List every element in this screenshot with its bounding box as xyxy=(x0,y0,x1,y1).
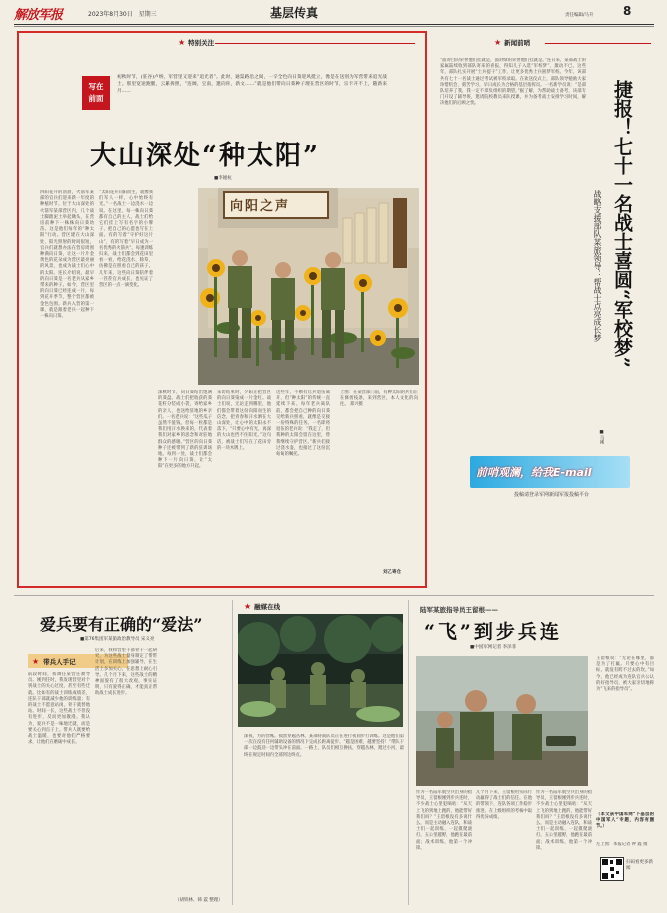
intro-badge-line2: 前面 xyxy=(88,94,104,103)
page-number: 8 xyxy=(623,4,632,18)
profile-body-4: 作为一名陆军航空兵出身的指导员，王留根刚到步兵连时，不少战士心里犯嘀咕：“从天上飞的到地上跑的，他能带好我们吗？”王留根没有多说什么，而是主动融入连队，和战士们一起训练、一起摸爬滚打。五公里越野，他跑在最前面；战术训练，他第一个冲锋。 xyxy=(536,790,592,851)
editor-label: 责任编辑/马升 xyxy=(565,13,594,18)
profile-body-3: 王留根说：“无论在哪里，都是为了打赢。只要心中有目标，就没有跨不过去的坎。”如今，他已经成为连队官兵公认的好指导员，被大家亲切地称为“飞来的指导员”。 xyxy=(596,656,654,693)
feature-col-3: 深秋时节，向日葵结出饱满的葵盘。战士们把收获的葵花籽分装成小袋，寄给家乡的亲人，也送给驻地的乡亲们。一名老兵说：“这些瓜子虽然不值钱，但每一粒都是我们用汗水换来的，代表着我们对家乡的思念和对驻地群众的感谢。”营区的向日葵种子还被带到了新的驻训场地。每到一处，战士们都会种下一片向日葵，让“太阳”在更多的地方升起。 xyxy=(158,390,212,470)
photo-plaque-text: 向阳之声 xyxy=(230,199,291,214)
feature-col-4: 采访结束时，夕阳正把营区的向日葵染成一片金红。战士们说，无论走到哪里，他们都会带着这份向阳而生的信念，把青春和汗水洒在大山深处，让心中的太阳永不落下。“只要心中有光，再深的大山也挡不住阳光。”这句话，被战士们写在了花田旁的一块木牌上。 xyxy=(217,390,271,451)
masthead-rule-thin xyxy=(14,26,654,27)
intro-badge xyxy=(82,76,110,110)
qr-code-icon[interactable] xyxy=(600,857,624,881)
profile-note: （本文获中国军网“下基层的中国军人”专题，内容有删节。） xyxy=(596,812,654,830)
commentary-body-1: 前段时间，我调任某营任教导员。刚到任时，我发现营里对个别战士的关心过度，甚至有些迁就。比如有的战士训练成绩差，连队干部就减少他的训练量；有的战士不愿意站岗，骨干就替他站。时间一长，这些战士不但没有进步，反而更加散漫。我认为，爱兵不是一味地迁就，而是要关心到点子上。带兵人既要给战士温暖，也要对他们严格要求，让他们在磨砺中成长。 xyxy=(28,672,90,746)
profile-body-1: 作为一名陆军航空兵出身的指导员，王留根刚到步兵连时，不少战士心里犯嘀咕：“从天上飞的到地上跑的，他能带好我们吗？”王留根没有多说什么，而是主动融入连队，和战士们一起训练、一起摸爬滚打。五公里越野，他跑在最前面；战术训练，他第一个冲锋。 xyxy=(416,790,472,851)
commentary-tag-label: 带兵人手记 xyxy=(43,657,76,666)
qr-label: 扫码看更多新闻 xyxy=(626,860,653,871)
section-title: 基层传真 xyxy=(270,6,319,20)
feature-tag xyxy=(178,38,214,47)
middle-rule xyxy=(14,595,654,596)
star-icon: ★ xyxy=(494,38,502,47)
news-byline: ■马刚 xyxy=(599,430,604,444)
feature-col-1: 四阳花开的清晨，火箭军某部的官兵们迎来新一年度的种植时节。位于大山深处的火箭军某部营区内，几个战士脚踏泥土举起锄头，在营房前种下一株株向日葵幼苗。这是他们每年的“种太阳”行动。营区建在大山深处，阳光照射的时间很短，官兵们就想办法在营房周围种满向日葵，让这一片片金黄色的花朵成为营区最亮丽的风景，也成为战士们心中的太阳。连长介绍说，最早的向日葵是一名老兵从家乡带来的种子。如今，营区里的向日葵已经连成一片，每到花开季节，整个营区都被金色包围。新兵入营的第一课，就是跟着老兵一起种下一株向日葵。 xyxy=(40,190,94,320)
media-body: 深夜，方的营帐。摸黑穿越丛林，某部特战队员正在进行夜间步行训练。这是他们第一次在没有任何辅助设备的情况下完成长距离徒步。“越是困难，越要坚持！”带队干部一边鼓劲一边带头冲在前面。一路上，队员们相互搀扶，穿越丛林、蹚过小河，最终在规定时间内全部到达终点。 xyxy=(244,734,404,758)
column-divider xyxy=(408,600,409,905)
email-info: 投稿请登录军网新闻军报投稿平台 xyxy=(514,492,590,498)
news-tag-rule xyxy=(545,43,651,44)
profile-editor: 左上图：本报记者 钟 鑫 摄 xyxy=(596,842,648,847)
feature-col-2: “太阳花开向阳而生，就像我们军人一样，心中始终有光。”一名战士一边浇水一边说。在这里，每一株向日葵都有自己的主人，战士们给它们挂上写有名字的小牌子，把自己的心愿也写在上面。有的写着“守护好这片山”，有的写着“早日成为一名优秀的火箭兵”。每逢训练归来，战士们都会到花田里看一看，给花浇水、除草，仿佛是在照看自己的孩子。几年来，这些向日葵陪伴着一茬茬官兵成长，也见证了营区的一点一滴变化。 xyxy=(99,190,153,289)
feature-col-5: 这些年，不断有官兵退伍离开，但“种太阳”的传统一直延续下来。每年老兵离队前，都会把自己种的向日葵交给新兵照看，就像是交接一份特殊的任务。一名即将退伍的老兵说：“我走了，但我种的太阳会留在这里，替我继续守护营区。”新兵们接过浇水壶，也接过了这份沉甸甸的嘱托。 xyxy=(276,390,330,458)
profile-suptitle: 陆军某旅指导员王留根—— xyxy=(420,606,498,614)
feature-author: 刘乙寄仓 xyxy=(383,570,401,575)
news-headline: 捷报！七十一名战士喜圆“军校梦” xyxy=(611,80,633,368)
profile-byline: ■中国军网记者 李泽菲 xyxy=(470,645,517,650)
date-text: 2023年8月30日 xyxy=(88,11,133,18)
profile-photo xyxy=(416,656,588,786)
commentary-body-2: 后来，我和营里干部骨干一起研究，为这些战士量身制定了帮带计划，在训练上加强辅导，在生活上多加关心，在思想上耐心引导。几个月下来，这些战士的精神面貌有了很大改观。事实证明，只有爱得正确，才能真正帮助战士成长进步。 xyxy=(95,648,157,697)
star-icon: ★ xyxy=(32,656,40,666)
news-tag-label: 新闻前哨 xyxy=(504,39,531,47)
email-banner-text: 前哨观澜，给我E-mail xyxy=(476,466,592,479)
feature-photo-caption: 上图：在某营部门前，有种太阳的兵们正在修剪枝条，来到营区，本人文化的向往。 郑兴摄 xyxy=(340,390,418,408)
intro-badge-line1: 写在 xyxy=(88,82,104,91)
news-tag xyxy=(494,38,530,47)
commentary-author: （胡铁林、韩 震 整理） xyxy=(175,898,223,903)
column-divider xyxy=(232,600,233,905)
newspaper-logo: 解放军报 xyxy=(14,8,63,23)
profile-headline: “飞”到步兵连 xyxy=(424,621,562,643)
feature-headline: 大山深处“种太阳” xyxy=(90,141,320,171)
weekday-text: 星期三 xyxy=(138,11,157,18)
issue-date xyxy=(88,9,157,18)
media-tag xyxy=(244,602,280,611)
feature-byline: ■李娅杭 xyxy=(214,176,232,181)
masthead-rule xyxy=(14,24,654,25)
commentary-byline: ■第76集团军某旅政治教导员 宋义亮 xyxy=(80,637,155,642)
star-icon: ★ xyxy=(244,602,252,611)
news-body: “面对白的荣誉他们挂就是，面对绿的荣誉他们挂就是。”连日来，某部战士的家属陆续收到部队寄来的喜报，得知儿子入选“军校梦”，激动不已。这些年，部队扎实开展“士兵提干”工作，让更多优秀士兵圆梦军校。今年，该部共有七十一名战士通过考试被军校录取。在欢送仪式上，部队领导勉励大家珍惜机会、刻苦学习，早日成长为合格的基层指挥员。一名新学员说：“是部队培养了我，我一定不辜负组织的期望。”据了解，为帮助战士备考，该部专门开设了辅导班，邀请院校教员来队授课，并为备考战士安排学习时间，解决他们的后顾之忧。 xyxy=(440,58,586,107)
media-photo xyxy=(238,614,403,727)
star-icon: ★ xyxy=(178,38,186,47)
news-subhead: 战略支援部队某旅领导：帮战士点亮成长梦 xyxy=(593,190,602,342)
feature-tag-label: 特别关注 xyxy=(188,39,215,47)
feature-lead: 初秋时节，(驻谷)卢纳，军营里又迎来“追光者”。此时，通渠路沿之间，一辛全色向日葵迎风挺立，像是在送别为军营带来追光战士。那里宽途跑腿，云累拆照，“连阔，宝南，邀向你，新文……”就是他们带向日葵种子理在营区的时节，宗卡开不上，随新来月…… xyxy=(117,75,387,94)
commentary-headline: 爱兵要有正确的“爱法” xyxy=(40,615,203,634)
feature-photo xyxy=(198,188,419,385)
email-banner[interactable] xyxy=(470,456,630,488)
profile-body-2: 几个月下来，王留根用实际行动赢得了战士们的信任。在他的带领下，连队各项工作稳步推进，在上级组织的考核中取得优异成绩。 xyxy=(476,790,532,820)
feature-tag-rule xyxy=(215,43,415,44)
media-tag-label: 融媒在线 xyxy=(254,603,281,611)
